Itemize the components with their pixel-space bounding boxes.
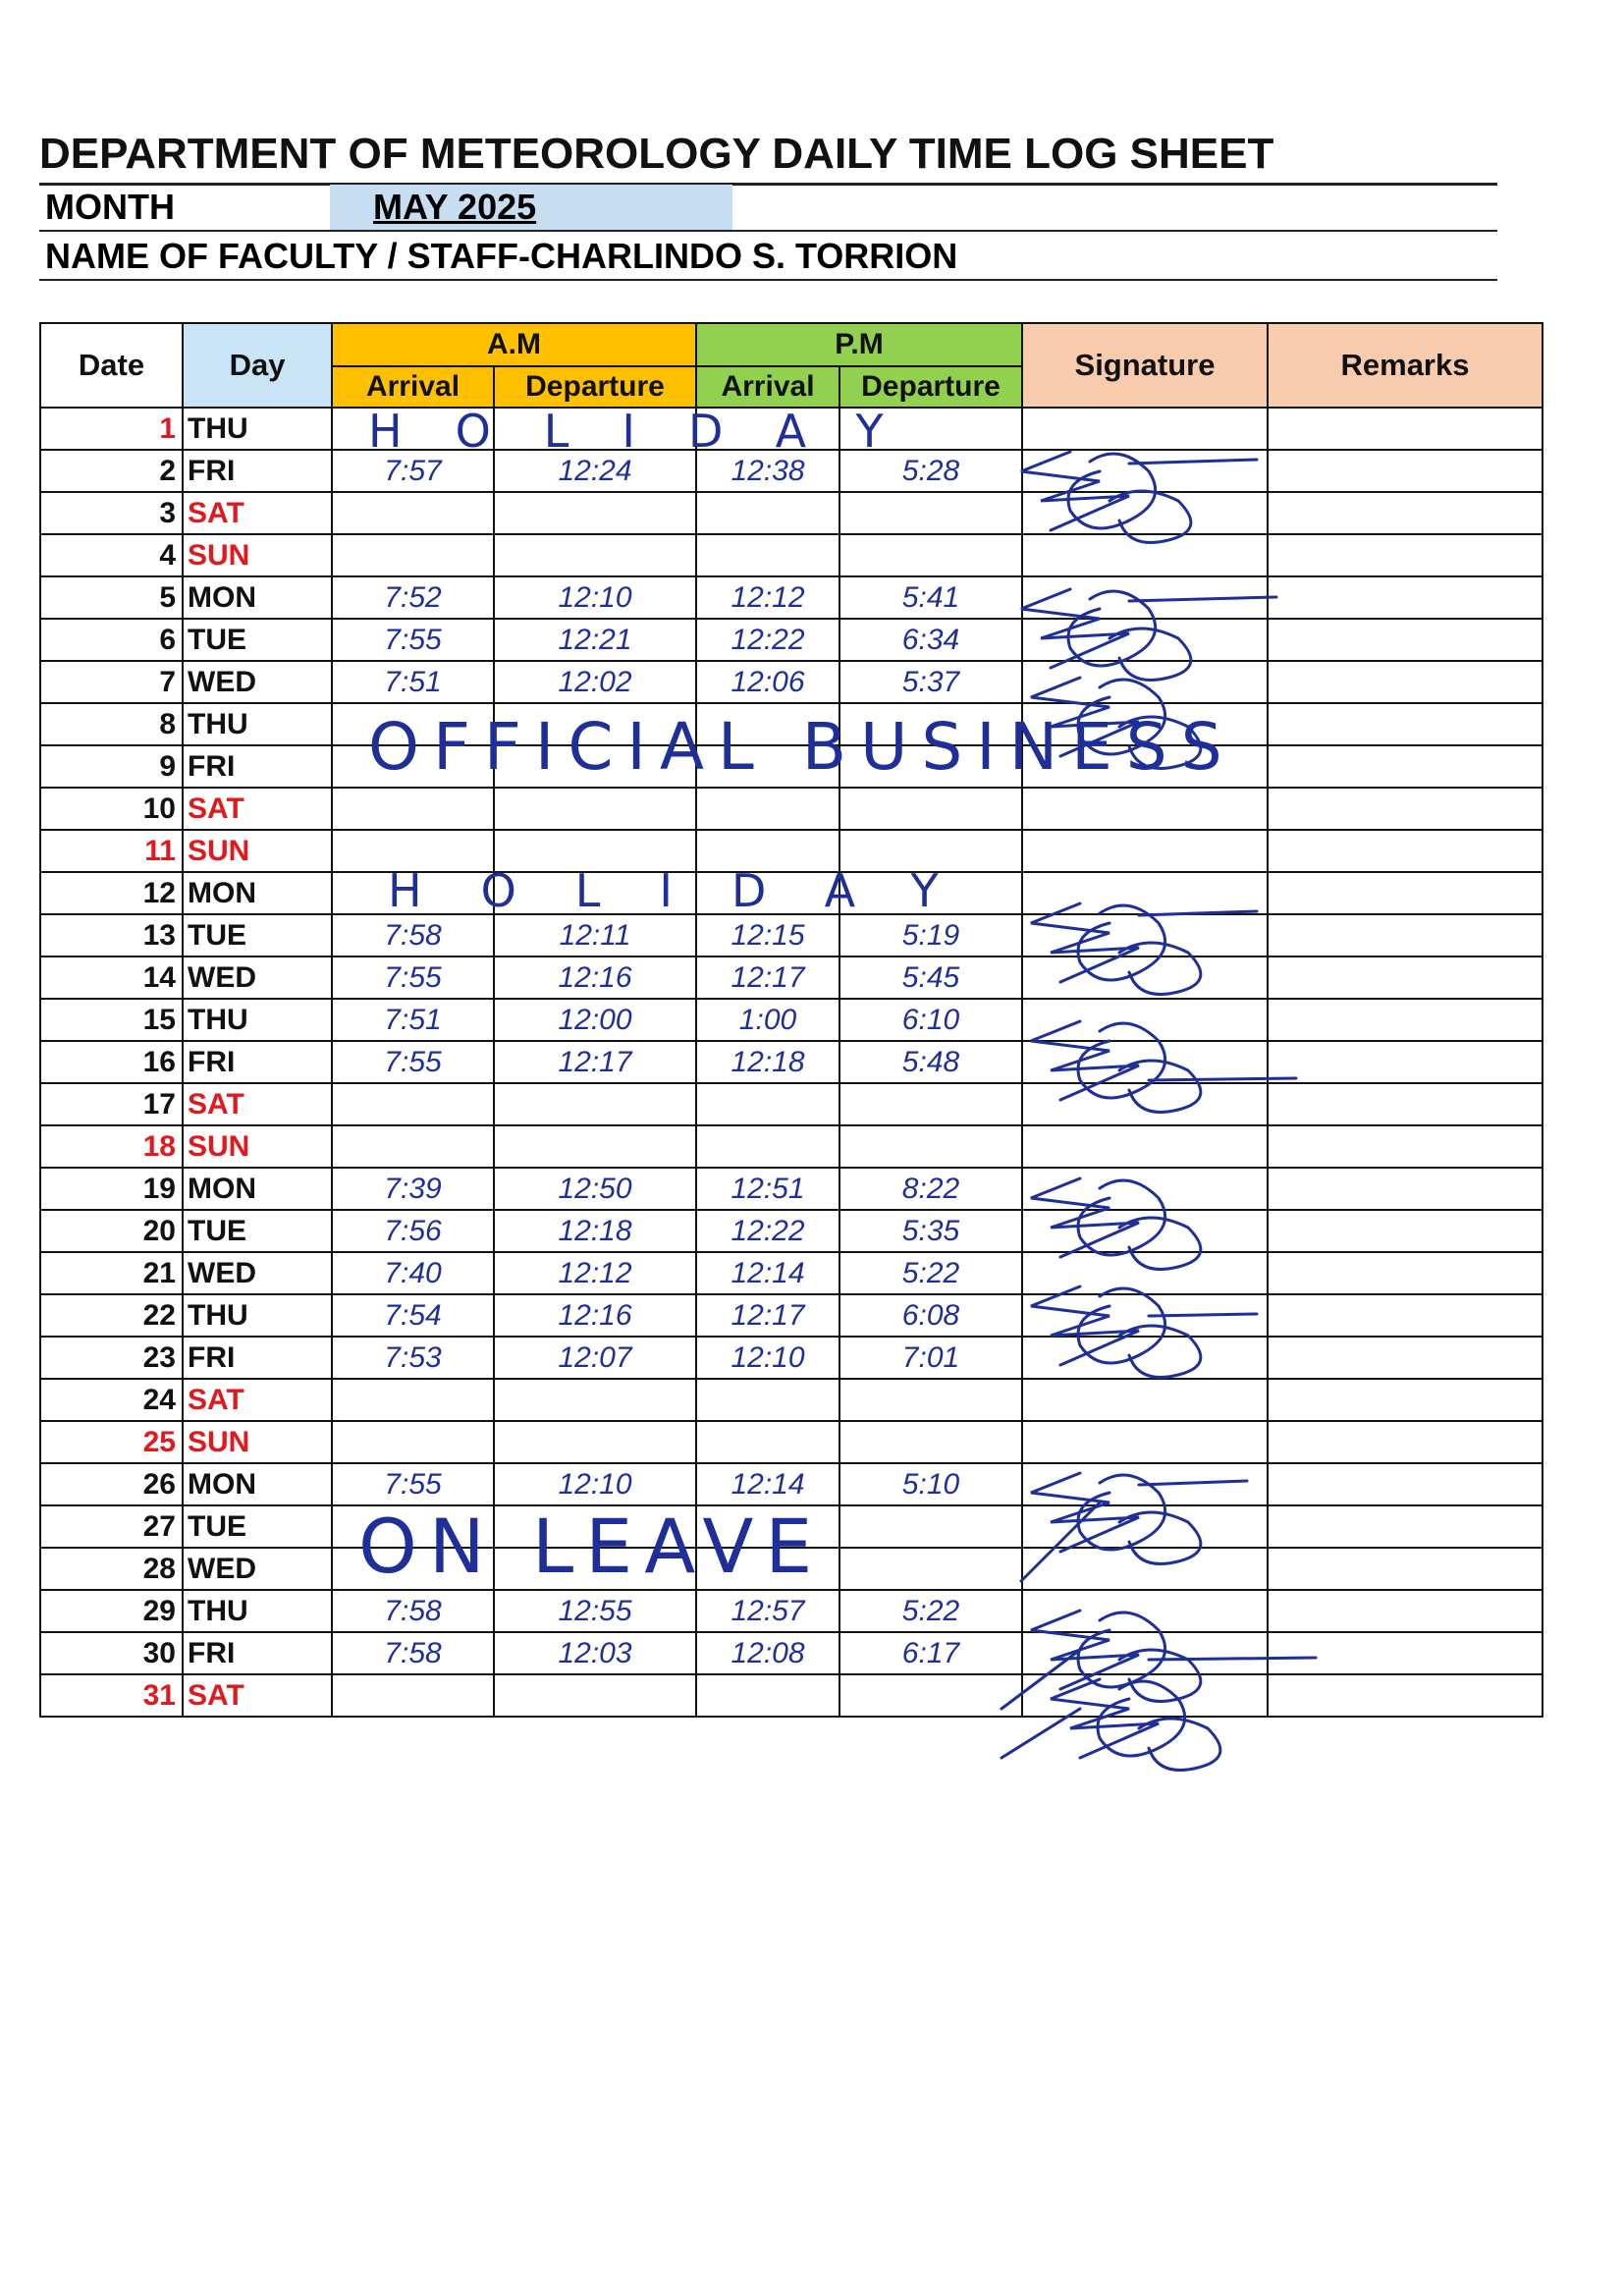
header-day: Day: [183, 323, 332, 408]
day-cell: FRI: [183, 745, 332, 788]
am-departure-cell: 12:10: [494, 1463, 696, 1505]
signature-scribble: [1031, 1178, 1201, 1270]
am-arrival-cell: 7:55: [332, 956, 494, 999]
date-cell: 9: [40, 745, 183, 788]
pm-arrival-cell: 12:08: [696, 1632, 839, 1674]
handwritten-holiday-2: HOLIDAY: [388, 864, 998, 917]
day-cell: FRI: [183, 450, 332, 492]
pm-departure-cell: 5:48: [839, 1041, 1022, 1083]
pm-arrival-cell: 12:57: [696, 1590, 839, 1632]
day-cell: TUE: [183, 914, 332, 956]
pm-arrival-cell: 12:22: [696, 619, 839, 661]
date-cell: 14: [40, 956, 183, 999]
pm-departure-cell: 5:22: [839, 1590, 1022, 1632]
date-cell: 2: [40, 450, 183, 492]
am-departure-cell: 12:17: [494, 1041, 696, 1083]
signature-scribble: [1021, 452, 1257, 543]
day-cell: THU: [183, 703, 332, 745]
pm-departure-cell: 6:34: [839, 619, 1022, 661]
date-cell: 23: [40, 1337, 183, 1379]
date-cell: 20: [40, 1210, 183, 1252]
date-cell: 1: [40, 408, 183, 450]
month-label: MONTH: [45, 187, 175, 227]
pm-arrival-cell: 12:17: [696, 956, 839, 999]
am-arrival-cell: 7:51: [332, 999, 494, 1041]
handwritten-holiday-1: HOLIDAY: [368, 405, 937, 458]
signature-scribble: [1001, 1611, 1316, 1709]
pm-arrival-cell: 1:00: [696, 999, 839, 1041]
date-cell: 18: [40, 1125, 183, 1168]
day-cell: FRI: [183, 1041, 332, 1083]
date-cell: 17: [40, 1083, 183, 1125]
date-cell: 30: [40, 1632, 183, 1674]
day-cell: WED: [183, 956, 332, 999]
pm-arrival-cell: 12:14: [696, 1252, 839, 1294]
date-cell: 16: [40, 1041, 183, 1083]
pm-arrival-cell: 12:22: [696, 1210, 839, 1252]
date-cell: 11: [40, 830, 183, 872]
day-cell: SUN: [183, 1421, 332, 1463]
date-cell: 19: [40, 1168, 183, 1210]
day-cell: WED: [183, 1252, 332, 1294]
pm-arrival-cell: 12:14: [696, 1463, 839, 1505]
date-cell: 6: [40, 619, 183, 661]
am-departure-cell: 12:21: [494, 619, 696, 661]
am-arrival-cell: 7:57: [332, 450, 494, 492]
am-arrival-cell: 7:58: [332, 1590, 494, 1632]
day-cell: TUE: [183, 1505, 332, 1548]
day-cell: WED: [183, 1548, 332, 1590]
am-departure-cell: 12:11: [494, 914, 696, 956]
signature-scribble: [1031, 1286, 1257, 1378]
date-cell: 24: [40, 1379, 183, 1421]
pm-departure-cell: 5:41: [839, 576, 1022, 619]
signature-scribble: [1031, 678, 1201, 769]
day-cell: FRI: [183, 1337, 332, 1379]
pm-arrival-cell: 12:06: [696, 661, 839, 703]
am-arrival-cell: 7:58: [332, 1632, 494, 1674]
am-departure-cell: 12:10: [494, 576, 696, 619]
day-cell: SAT: [183, 788, 332, 830]
day-cell: THU: [183, 999, 332, 1041]
header-pm-arrival: Arrival: [696, 366, 839, 408]
signature-scribble: [1001, 1679, 1220, 1771]
pm-departure-cell: 5:22: [839, 1252, 1022, 1294]
pm-departure-cell: 6:17: [839, 1632, 1022, 1674]
am-arrival-cell: 7:39: [332, 1168, 494, 1210]
day-cell: WED: [183, 661, 332, 703]
month-value: MAY 2025: [330, 185, 732, 230]
pm-arrival-cell: 12:15: [696, 914, 839, 956]
date-cell: 21: [40, 1252, 183, 1294]
header-pm: P.M: [696, 323, 1022, 366]
signature-scribble: [1021, 1473, 1247, 1581]
handwritten-on-leave: ON LEAVE: [358, 1503, 825, 1590]
am-arrival-cell: 7:40: [332, 1252, 494, 1294]
am-departure-cell: 12:03: [494, 1632, 696, 1674]
header-am-departure: Departure: [494, 366, 696, 408]
page-title: DEPARTMENT OF METEOROLOGY DAILY TIME LOG SHEET: [39, 126, 1497, 186]
header-am: A.M: [332, 323, 696, 366]
header-pm-departure: Departure: [839, 366, 1022, 408]
date-cell: 29: [40, 1590, 183, 1632]
date-cell: 25: [40, 1421, 183, 1463]
day-cell: THU: [183, 408, 332, 450]
pm-arrival-cell: 12:17: [696, 1294, 839, 1337]
date-cell: 4: [40, 534, 183, 576]
am-departure-cell: 12:16: [494, 1294, 696, 1337]
handwritten-official-business: OFFICIAL BUSINESS: [368, 709, 1236, 785]
date-cell: 31: [40, 1674, 183, 1717]
day-cell: SAT: [183, 1083, 332, 1125]
am-departure-cell: 12:50: [494, 1168, 696, 1210]
day-cell: THU: [183, 1590, 332, 1632]
am-arrival-cell: 7:56: [332, 1210, 494, 1252]
am-arrival-cell: 7:54: [332, 1294, 494, 1337]
pm-arrival-cell: 12:10: [696, 1337, 839, 1379]
date-cell: 5: [40, 576, 183, 619]
pm-departure-cell: 7:01: [839, 1337, 1022, 1379]
pm-arrival-cell: 12:18: [696, 1041, 839, 1083]
am-departure-cell: 12:16: [494, 956, 696, 999]
date-cell: 26: [40, 1463, 183, 1505]
pm-departure-cell: 5:45: [839, 956, 1022, 999]
day-cell: MON: [183, 576, 332, 619]
pm-arrival-cell: 12:12: [696, 576, 839, 619]
day-cell: SUN: [183, 534, 332, 576]
date-cell: 13: [40, 914, 183, 956]
date-cell: 27: [40, 1505, 183, 1548]
am-arrival-cell: 7:51: [332, 661, 494, 703]
day-cell: TUE: [183, 1210, 332, 1252]
day-cell: MON: [183, 1168, 332, 1210]
day-cell: SUN: [183, 830, 332, 872]
pm-departure-cell: 5:28: [839, 450, 1022, 492]
date-cell: 28: [40, 1548, 183, 1590]
day-cell: FRI: [183, 1632, 332, 1674]
date-cell: 22: [40, 1294, 183, 1337]
header-signature: Signature: [1022, 323, 1268, 408]
faculty-name: NAME OF FACULTY / STAFF-CHARLINDO S. TORRION: [39, 232, 1497, 281]
date-cell: 10: [40, 788, 183, 830]
am-arrival-cell: 7:55: [332, 619, 494, 661]
am-arrival-cell: 7:52: [332, 576, 494, 619]
date-cell: 8: [40, 703, 183, 745]
am-departure-cell: 12:18: [494, 1210, 696, 1252]
date-cell: 7: [40, 661, 183, 703]
day-cell: MON: [183, 872, 332, 914]
am-departure-cell: 12:00: [494, 999, 696, 1041]
pm-arrival-cell: 12:51: [696, 1168, 839, 1210]
am-arrival-cell: 7:55: [332, 1041, 494, 1083]
pm-departure-cell: 5:35: [839, 1210, 1022, 1252]
am-departure-cell: 12:07: [494, 1337, 696, 1379]
date-cell: 3: [40, 492, 183, 534]
day-cell: TUE: [183, 619, 332, 661]
header-date: Date: [40, 323, 183, 408]
date-cell: 12: [40, 872, 183, 914]
am-departure-cell: 12:24: [494, 450, 696, 492]
day-cell: MON: [183, 1463, 332, 1505]
signature-scribble: [1021, 589, 1276, 681]
day-cell: SAT: [183, 1674, 332, 1717]
pm-departure-cell: 5:19: [839, 914, 1022, 956]
am-departure-cell: 12:12: [494, 1252, 696, 1294]
signature-scribble: [1031, 1021, 1296, 1113]
pm-arrival-cell: 12:38: [696, 450, 839, 492]
am-arrival-cell: 7:58: [332, 914, 494, 956]
day-cell: SAT: [183, 492, 332, 534]
pm-departure-cell: 5:10: [839, 1463, 1022, 1505]
date-cell: 15: [40, 999, 183, 1041]
pm-departure-cell: 5:37: [839, 661, 1022, 703]
day-cell: SUN: [183, 1125, 332, 1168]
am-departure-cell: 12:55: [494, 1590, 696, 1632]
am-arrival-cell: 7:53: [332, 1337, 494, 1379]
signature-scribble: [1031, 903, 1257, 995]
am-departure-cell: 12:02: [494, 661, 696, 703]
pm-departure-cell: 6:10: [839, 999, 1022, 1041]
day-cell: THU: [183, 1294, 332, 1337]
am-arrival-cell: 7:55: [332, 1463, 494, 1505]
day-cell: SAT: [183, 1379, 332, 1421]
pm-departure-cell: 6:08: [839, 1294, 1022, 1337]
header-am-arrival: Arrival: [332, 366, 494, 408]
header-remarks: Remarks: [1268, 323, 1543, 408]
pm-departure-cell: 8:22: [839, 1168, 1022, 1210]
